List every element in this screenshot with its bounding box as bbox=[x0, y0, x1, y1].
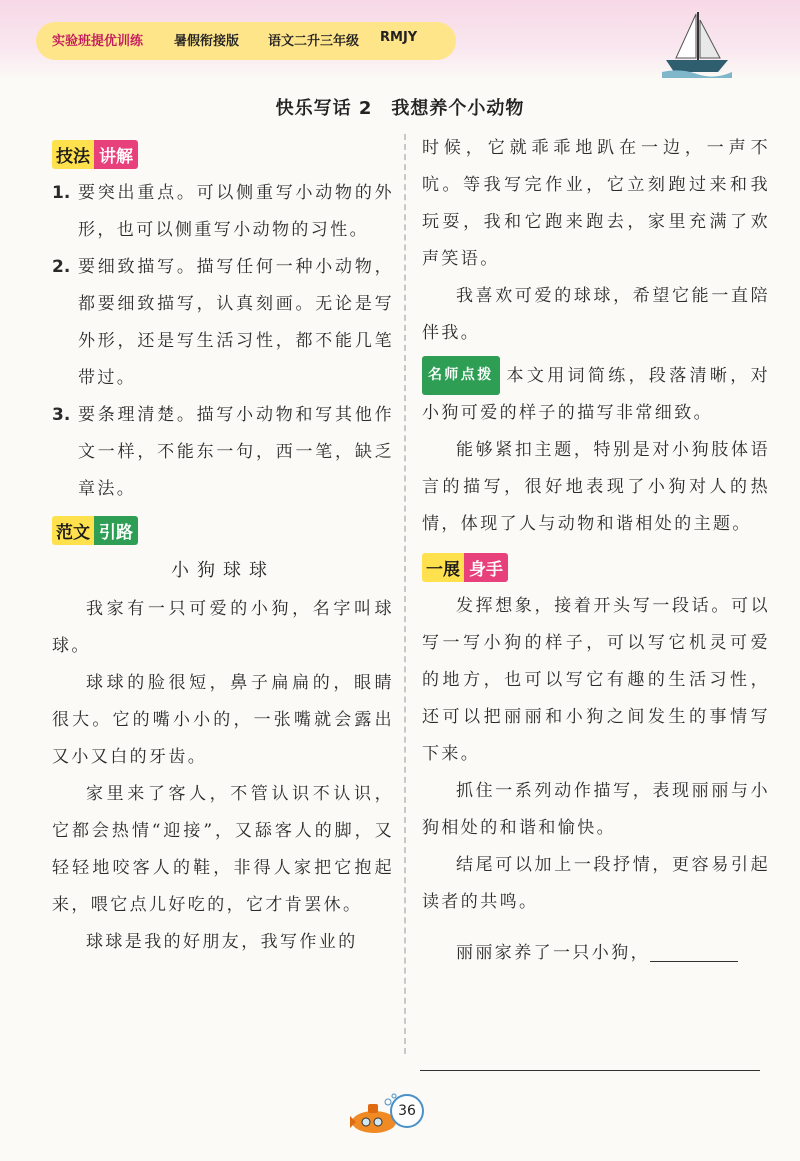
lesson-title: 快乐写话 2 我想养个小动物 bbox=[275, 98, 525, 119]
tip-item bbox=[52, 175, 394, 249]
model-tag-a: 范文 bbox=[52, 516, 94, 545]
starter-text: 丽丽家养了一只小狗， bbox=[456, 943, 650, 963]
tip-item bbox=[52, 397, 394, 508]
writing-starter bbox=[422, 935, 770, 972]
practice-tip: 结尾可以加上一段抒情，更容易引起读者的共鸣。 bbox=[422, 855, 770, 912]
practice-tip: 抓住一系列动作描写，表现丽丽与小狗相处的和谐和愉快。 bbox=[422, 781, 770, 838]
page-header bbox=[0, 0, 800, 80]
tip-number: 1. bbox=[52, 183, 71, 203]
writing-blank[interactable] bbox=[650, 937, 738, 962]
tips-tag-a: 技法 bbox=[52, 140, 94, 169]
answer-line[interactable] bbox=[420, 1070, 760, 1071]
tips-tag-b: 讲解 bbox=[94, 140, 138, 169]
sailboat-icon bbox=[662, 10, 732, 78]
teacher-comment bbox=[422, 356, 770, 432]
tips-tag bbox=[52, 140, 138, 169]
grade-label: 语文二升三年级 bbox=[268, 34, 360, 49]
tip-number: 2. bbox=[52, 257, 71, 277]
edition-name: 暑假衔接版 bbox=[174, 34, 240, 49]
series-name: 实验班提优训练 bbox=[52, 34, 144, 49]
essay-paragraph: 球球是我的好朋友，我写作业的 bbox=[86, 932, 358, 952]
right-column bbox=[422, 130, 770, 972]
essay-continuation: 时候，它就乖乖地趴在一边，一声不吭。等我写完作业，它立刻跑过来和我玩耍，我和它跑来跑去，家里充满了欢声笑语。 bbox=[422, 138, 770, 269]
essay-title: 小狗球球 bbox=[171, 560, 275, 581]
left-column bbox=[52, 136, 394, 961]
tip-text: 要条理清楚。描写小动物和写其他作文一样，不能东一句，西一笔，缺乏章法。 bbox=[78, 405, 394, 499]
tip-number: 3. bbox=[52, 405, 71, 425]
practice-tag-b: 身手 bbox=[464, 553, 508, 582]
tip-item bbox=[52, 249, 394, 397]
model-tag bbox=[52, 516, 138, 545]
practice-tag-a: 一展 bbox=[422, 553, 464, 582]
essay-paragraph: 我家有一只可爱的小狗，名字叫球球。 bbox=[52, 599, 394, 656]
practice-tag bbox=[422, 553, 508, 582]
practice-instruction: 发挥想象，接着开头写一段话。可以写一写小狗的样子，可以写它机灵可爱的地方，也可以写它有趣的生活习性，还可以把丽丽和小狗之间发生的事情写下来。 bbox=[422, 596, 770, 764]
column-divider bbox=[404, 134, 406, 1054]
tip-text: 要突出重点。可以侧重写小动物的外形，也可以侧重写小动物的习性。 bbox=[78, 183, 394, 240]
page-footer bbox=[344, 1086, 464, 1146]
model-tag-b: 引路 bbox=[94, 516, 138, 545]
page-number: 36 bbox=[390, 1094, 424, 1128]
comment-text-2: 能够紧扣主题，特别是对小狗肢体语言的描写，很好地表现了小狗对人的热情，体现了人与动物和谐相处的主题。 bbox=[422, 440, 770, 534]
essay-paragraph: 球球的脸很短，鼻子扁扁的，眼睛很大。它的嘴小小的，一张嘴就会露出又小又白的牙齿。 bbox=[52, 673, 394, 767]
tip-text: 要细致描写。描写任何一种小动物，都要细致描写，认真刻画。无论是写外形，还是写生活习性，都不能几笔带过。 bbox=[78, 257, 394, 388]
essay-paragraph: 家里来了客人，不管认识不认识，它都会热情“迎接”，又舔客人的脚，又轻轻地咬客人的鞋，非得人家把它抱起来，喂它点儿好吃的，它才肯罢休。 bbox=[52, 784, 394, 915]
edition-code: RMJY bbox=[380, 30, 418, 45]
teacher-badge: 名师点拨 bbox=[422, 356, 500, 395]
essay-ending: 我喜欢可爱的球球，希望它能一直陪伴我。 bbox=[422, 286, 770, 343]
comment-text: 本文用词简练，段落清晰，对小狗可爱的样子的描写非常细致。 bbox=[422, 366, 770, 423]
